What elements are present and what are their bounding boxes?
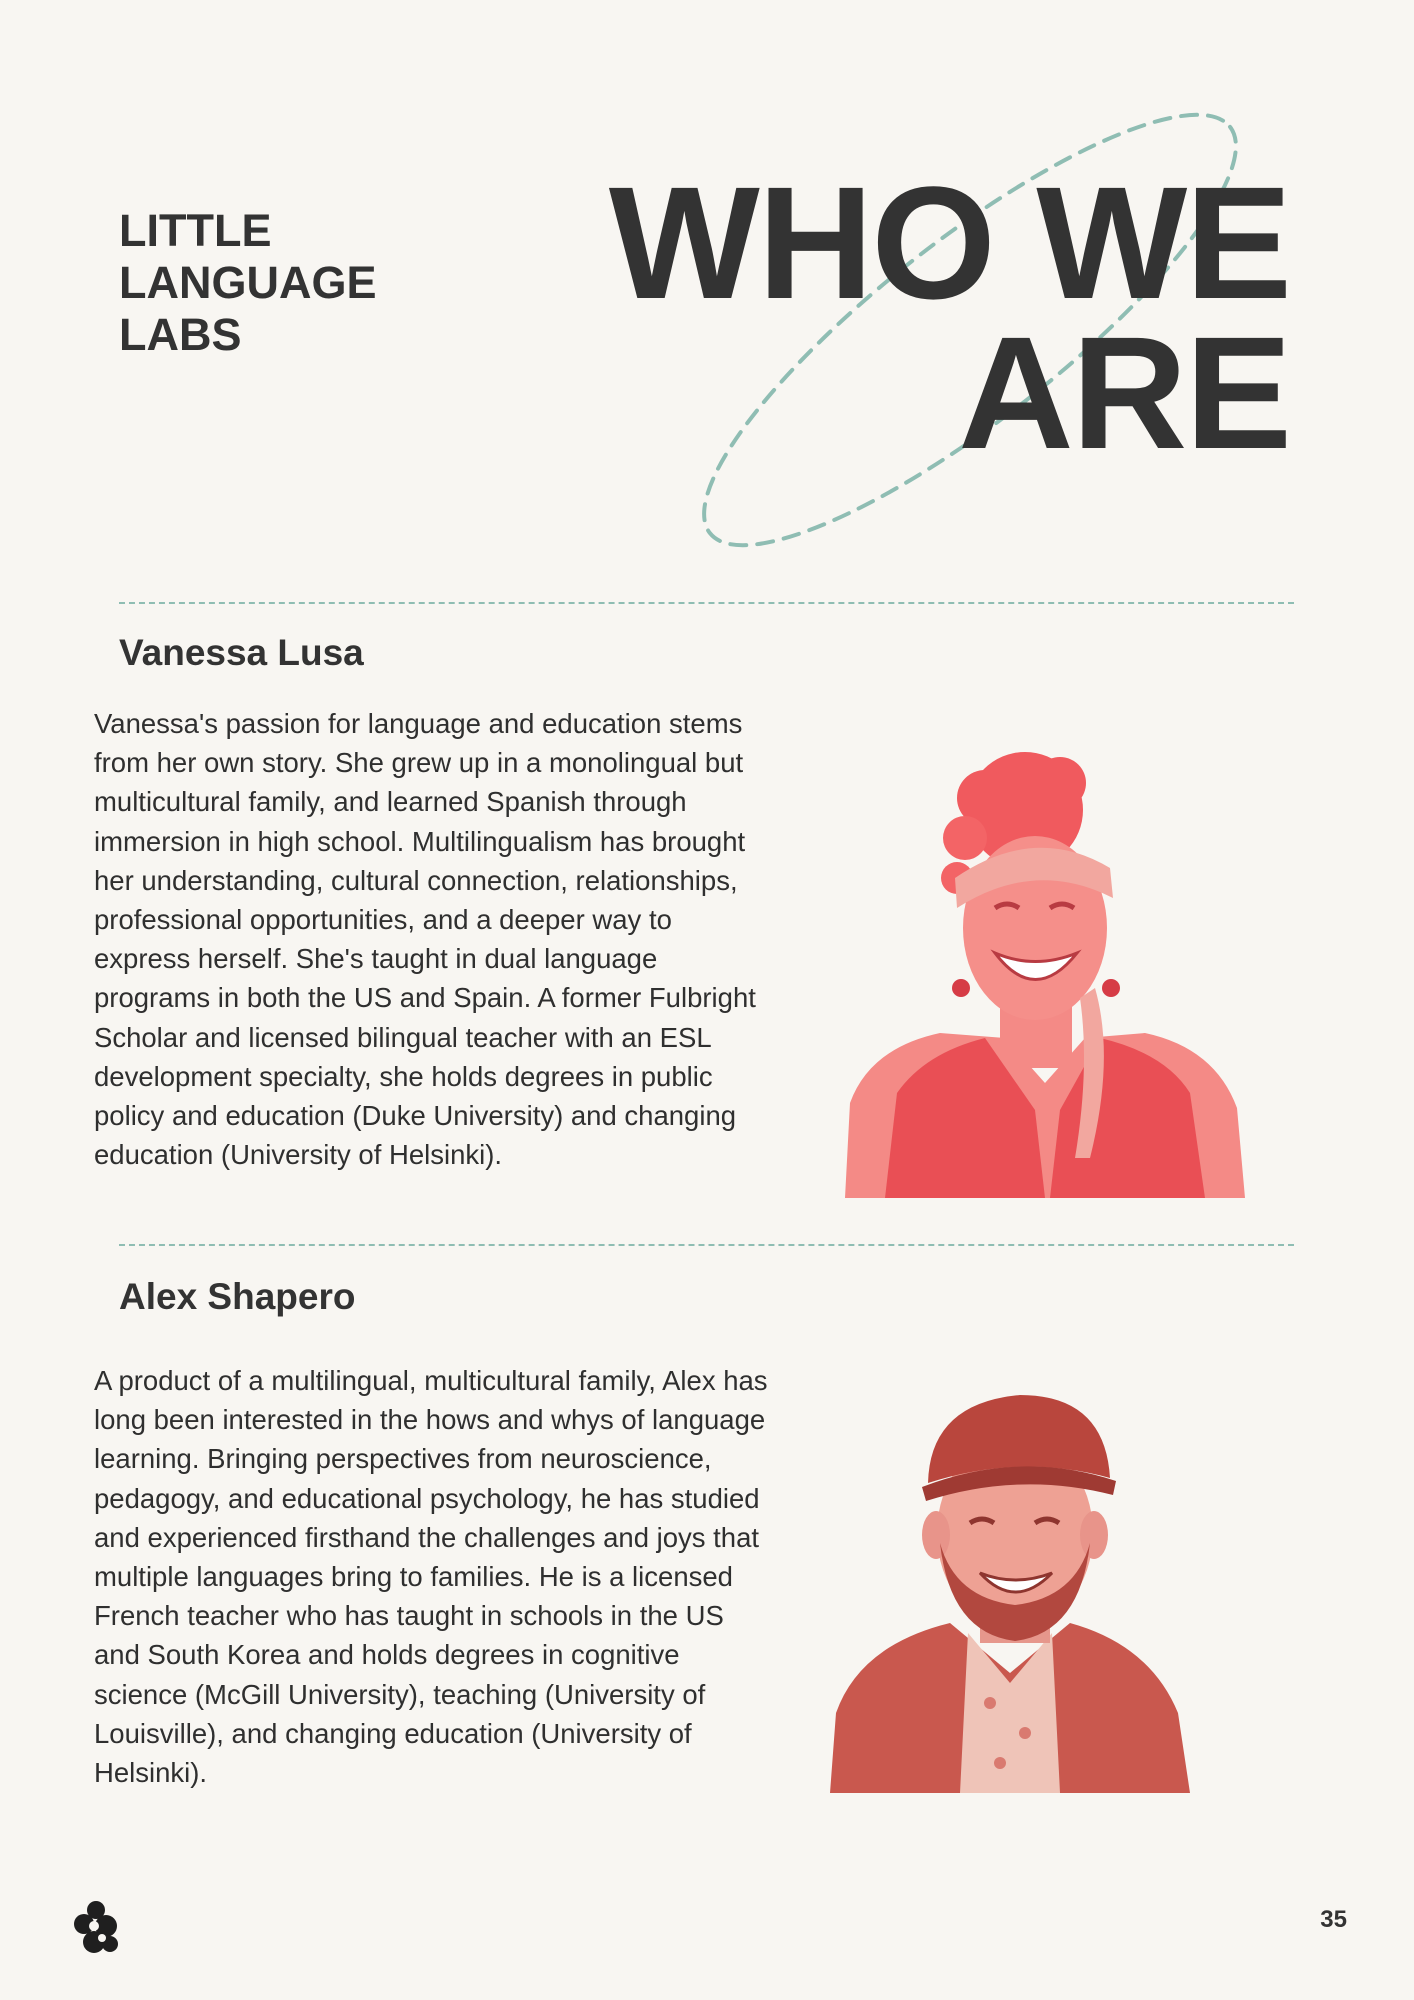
brand-line: LITTLE — [119, 205, 272, 256]
person-photo — [830, 1383, 1190, 1793]
title-line: WHO WE — [608, 153, 1290, 332]
brand-line: LABS — [119, 309, 242, 360]
section-divider — [119, 602, 1294, 604]
page-title — [608, 153, 1290, 482]
person-photo — [845, 738, 1245, 1198]
section-divider — [119, 1244, 1294, 1246]
person-bio: A product of a multilingual, multicultural family, Alex has long been interested in the hows and whys of language learning. Bringing perspectives from neuroscience, pedagogy, and educational psychology, he has studied and experienced firsthand the challenges and joys that multiple languages bring to families. He is a licensed French teacher who has taught in schools in the US and South Korea and holds degrees in cognitive science (McGill University), teaching (University of Louisville), and changing education (University of Helsinki). — [94, 1365, 768, 1789]
title-line: ARE — [958, 303, 1290, 482]
logo-icon — [72, 1898, 120, 1956]
person-bio: Vanessa's passion for language and education stems from her own story. She grew up in a monolingual but multicultural family, and learned Spanish through immersion in high school. Multilingualism has brought her understanding, cultural connection, relationships, professional opportunities, and a deeper way to express herself. She's taught in dual language programs in both the US and Spain. A former Fulbright Scholar and licensed bilingual teacher with an ESL development specialty, she holds degrees in public policy and education (Duke University) and changing education (University of Helsinki). — [94, 708, 756, 1171]
person-name: Alex Shapero — [119, 1276, 356, 1317]
brand-line: LANGUAGE — [119, 257, 377, 308]
page-number: 35 — [1320, 1906, 1347, 1933]
person-name: Vanessa Lusa — [119, 632, 364, 673]
brand-name — [119, 205, 377, 361]
